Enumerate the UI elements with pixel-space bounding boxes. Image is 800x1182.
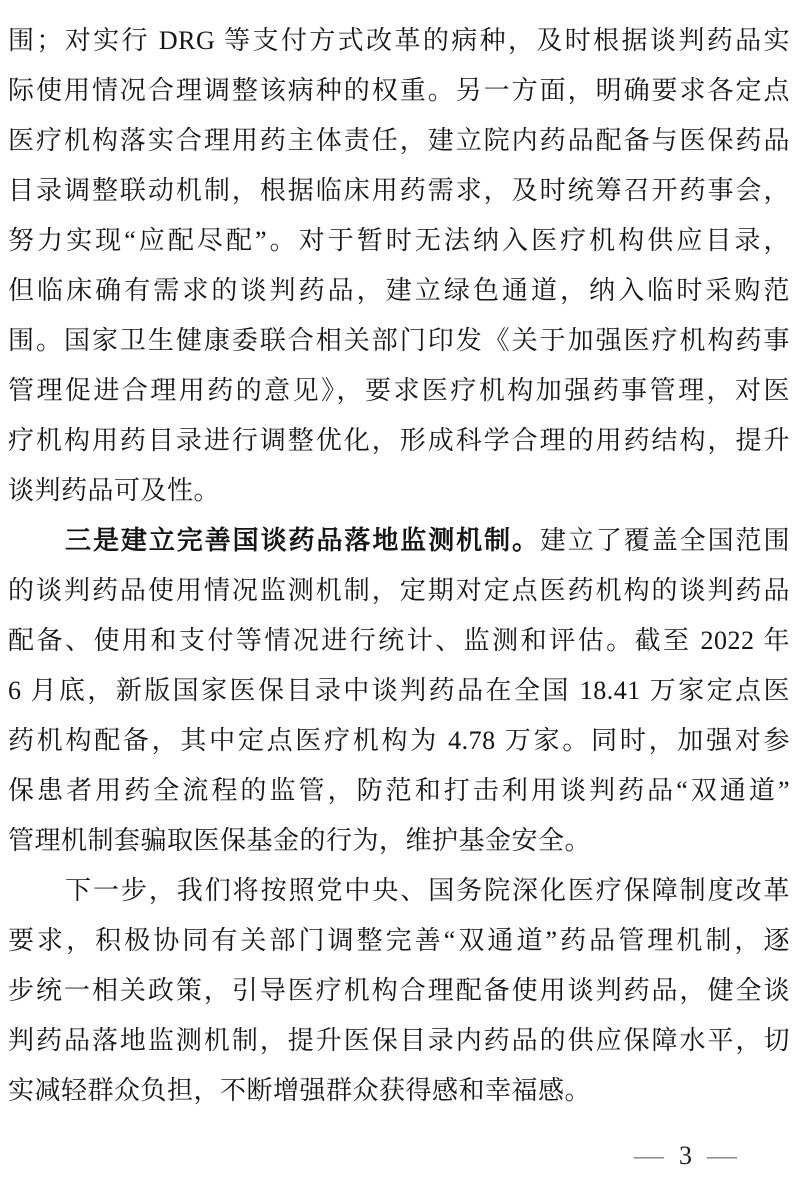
document-body: [8, 16, 790, 1116]
text-segment: 要求，积极协同有关部门调整完善“双通道”药品管理机制，逐: [8, 926, 790, 955]
text-line: [8, 16, 790, 66]
text-segment: 管理机制套骗取医保基金的行为，维护基金安全。: [8, 826, 592, 855]
text-line: [8, 116, 790, 166]
text-segment: 围。国家卫生健康委联合相关部门印发《关于加强医疗机构药事: [8, 326, 790, 355]
text-segment: 目录调整联动机制，根据临床用药需求，及时统筹召开药事会，: [8, 176, 790, 205]
text-line: [8, 716, 790, 766]
text-line: [8, 366, 790, 416]
text-segment: 管理促进合理用药的意见》，要求医疗机构加强药事管理，对医: [8, 376, 790, 405]
text-segment: 下一步，我们将按照党中央、国务院深化医疗保障制度改革: [65, 876, 790, 905]
text-segment: 围；对实行 DRG 等支付方式改革的病种，及时根据谈判药品实: [8, 26, 790, 55]
text-line: [8, 216, 790, 266]
text-line: [8, 466, 790, 516]
text-line: [8, 1066, 790, 1116]
text-segment: 疗机构用药目录进行调整优化，形成科学合理的用药结构，提升: [8, 426, 790, 455]
text-line: [8, 566, 790, 616]
text-segment: 6 月底，新版国家医保目录中谈判药品在全国 18.41 万家定点医: [8, 676, 790, 705]
text-segment: 判药品落地监测机制，提升医保目录内药品的供应保障水平，切: [8, 1026, 790, 1055]
text-line: [8, 916, 790, 966]
text-segment: 步统一相关政策，引导医疗机构合理配备使用谈判药品，健全谈: [8, 976, 790, 1005]
text-line: [8, 66, 790, 116]
text-segment: 的谈判药品使用情况监测机制，定期对定点医药机构的谈判药品: [8, 576, 790, 605]
bold-text-segment: 三是建立完善国谈药品落地监测机制。: [65, 526, 540, 555]
text-line: [8, 266, 790, 316]
text-line: [8, 966, 790, 1016]
text-segment: 建立了覆盖全国范围: [539, 526, 790, 555]
text-line: [8, 316, 790, 366]
text-segment: 谈判药品可及性。: [8, 476, 221, 505]
text-segment: 药机构配备，其中定点医疗机构为 4.78 万家。同时，加强对参: [8, 726, 790, 755]
footer-right-dash: —: [707, 1141, 737, 1170]
text-line: [8, 666, 790, 716]
text-line: [8, 766, 790, 816]
text-line: [8, 816, 790, 866]
text-segment: 配备、使用和支付等情况进行统计、监测和评估。截至 2022 年: [8, 626, 790, 655]
text-line: [8, 616, 790, 666]
text-segment: 际使用情况合理调整该病种的权重。另一方面，明确要求各定点: [8, 76, 790, 105]
page-footer: [8, 1136, 790, 1176]
text-segment: 努力实现“应配尽配”。对于暂时无法纳入医疗机构供应目录，: [8, 226, 790, 255]
text-line: [8, 416, 790, 466]
page-number: 3: [679, 1141, 692, 1170]
footer-left-dash: —: [634, 1141, 664, 1170]
text-segment: 但临床确有需求的谈判药品，建立绿色通道，纳入临时采购范: [8, 276, 790, 305]
text-line: [8, 166, 790, 216]
text-line: [8, 1016, 790, 1066]
text-segment: 实减轻群众负担，不断增强群众获得感和幸福感。: [8, 1076, 592, 1105]
text-line: [8, 866, 790, 916]
text-segment: 保患者用药全流程的监管，防范和打击利用谈判药品“双通道”: [8, 776, 790, 805]
text-segment: 医疗机构落实合理用药主体责任，建立院内药品配备与医保药品: [8, 126, 790, 155]
text-line: [8, 516, 790, 566]
